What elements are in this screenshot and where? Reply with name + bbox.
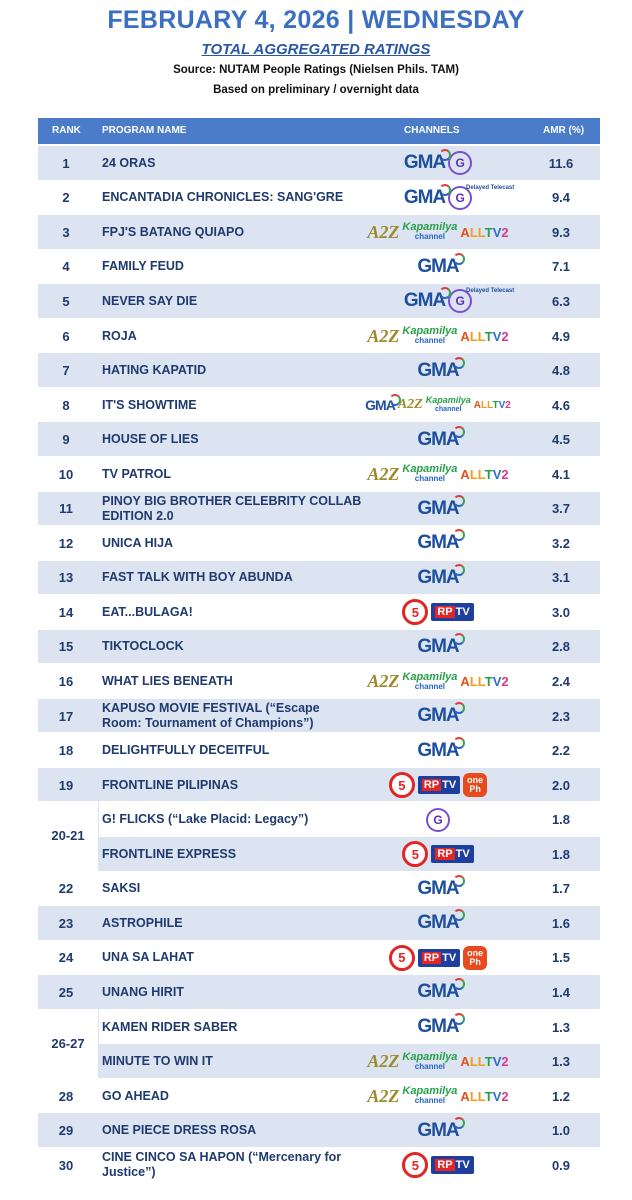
channels-cell (348, 906, 528, 941)
channels-cell (348, 664, 528, 699)
rank-cell: 15 (58, 639, 74, 655)
rptv-logo-icon (418, 776, 460, 794)
gtv-logo-icon: G (448, 289, 472, 313)
alltv2-letter: V (492, 466, 502, 482)
program-name-cell: MINUTE TO WIN IT (102, 1054, 213, 1069)
kapamilya-logo-text: Kapamilya (402, 221, 458, 234)
gma-logo-icon: GMA (417, 1119, 459, 1141)
channels-cell (348, 1044, 528, 1079)
program-name-cell: ASTROPHILE (102, 915, 183, 930)
program-name-cell: PINOY BIG BROTHER CELEBRITY COLLAB EDITION 2.0 (102, 493, 362, 523)
alltv2-letter: V (492, 674, 502, 689)
rank-cell: 23 (58, 915, 74, 931)
table-row (38, 214, 600, 250)
column-header-amr: AMR (%) (543, 125, 585, 136)
one-ph-logo-icon (463, 946, 487, 970)
channels-cell (348, 353, 528, 388)
rank-cell: 16 (58, 674, 74, 689)
alltv2-logo-icon (460, 1089, 508, 1104)
program-name-cell: EAT...BULAGA! (102, 604, 193, 619)
program-name-cell: KAPUSO MOVIE FESTIVAL (“Escape Room: Tournament of Champions”) (102, 701, 320, 731)
channels-cell (348, 492, 528, 527)
amr-cell: 1.4 (551, 984, 571, 1000)
rank-cell: 13 (58, 570, 74, 586)
table-row (38, 525, 600, 561)
alltv2-letter: L (469, 1088, 478, 1104)
rptv-tv-text: TV (455, 606, 470, 619)
alltv2-letter: 2 (501, 328, 509, 344)
amr-cell: 2.3 (551, 708, 571, 724)
gma-logo-icon: GMA (417, 635, 459, 657)
amr-cell: 4.9 (551, 328, 571, 344)
channel-logo-text: channel (414, 232, 446, 242)
channels-cell (348, 561, 528, 596)
table-row (38, 560, 600, 596)
gma-logo-icon: GMA (417, 566, 459, 588)
rank-cell: 3 (62, 224, 70, 240)
rank-cell: 25 (58, 984, 74, 1000)
alltv2-letter: L (477, 328, 485, 344)
amr-cell: 1.6 (551, 915, 571, 931)
tv5-logo-icon: 5 (402, 599, 428, 625)
merged-rank-cell: 20-21 (38, 801, 99, 870)
program-name-cell: DELIGHTFULLY DECEITFUL (102, 743, 270, 758)
rank-cell: 1 (62, 155, 70, 171)
program-name-cell: HATING KAPATID (102, 363, 207, 378)
alltv2-letter: V (492, 1088, 502, 1104)
program-name-cell: CINE CINCO SA HAPON (“Mercenary for Justice”) (102, 1150, 342, 1180)
alltv2-letter: L (477, 1088, 485, 1104)
amr-cell: 1.0 (551, 1123, 571, 1139)
program-name-cell: WHAT LIES BENEATH (102, 674, 233, 688)
program-name-cell: FRONTLINE PILIPINAS (102, 777, 239, 792)
program-name-cell: KAMEN RIDER SABER (102, 1019, 238, 1034)
rank-cell: 22 (58, 881, 74, 897)
program-name-cell: FAST TALK WITH BOY ABUNDA (102, 570, 293, 585)
report-source: Source: NUTAM People Ratings (Nielsen Phils. TAM) (173, 64, 459, 76)
gma-logo-icon: GMA (417, 359, 459, 381)
a2z-logo-icon: A2Z (367, 221, 400, 242)
rank-cell: 18 (58, 743, 74, 759)
amr-cell: 2.8 (551, 639, 571, 655)
table-row (38, 1112, 600, 1148)
rptv-rp-text: RP (437, 1159, 453, 1172)
table-row (38, 905, 600, 941)
rptv-tv-text: TV (442, 779, 457, 792)
gma-logo-icon: GMA (417, 428, 459, 450)
tv5-logo-icon: 5 (389, 772, 415, 798)
alltv2-letter: L (469, 328, 478, 344)
channels-cell (348, 595, 528, 630)
alltv2-letter: 2 (501, 466, 509, 482)
kapamilya-channel-logo-icon (402, 670, 458, 691)
alltv2-letter: A (460, 674, 470, 689)
rptv-rp-text: RP (437, 606, 453, 619)
alltv2-letter: A (460, 1088, 470, 1104)
amr-cell: 2.2 (551, 743, 571, 759)
channels-cell (348, 250, 528, 285)
table-row (38, 594, 600, 630)
a2z-logo-icon: A2Z (367, 1051, 400, 1072)
alltv2-letter: T (484, 1088, 493, 1104)
alltv2-letter: V (498, 399, 506, 411)
channels-cell (348, 1148, 528, 1183)
alltv2-letter: A (473, 399, 481, 411)
rptv-logo-icon (431, 845, 473, 863)
program-name-cell: TV PATROL (102, 466, 171, 481)
program-name-cell: SAKSI (102, 881, 141, 896)
report-date: FEBRUARY 4, 2026 | WEDNESDAY (107, 6, 525, 34)
gtv-logo-icon: G (448, 186, 472, 210)
a2z-logo-icon: A2Z (367, 1085, 400, 1106)
amr-cell: 6.3 (551, 293, 571, 309)
channels-cell (348, 768, 528, 803)
alltv2-letter: L (469, 1054, 478, 1070)
channels-cell (348, 526, 528, 561)
channels-cell (348, 284, 528, 319)
program-name-cell: 24 ORAS (102, 155, 156, 170)
alltv2-letter: T (484, 674, 493, 689)
kapamilya-channel-logo-icon (402, 1087, 457, 1105)
amr-cell: 4.1 (551, 466, 571, 482)
amr-cell: 2.4 (551, 674, 571, 689)
table-row (38, 801, 600, 837)
gma-logo-icon: GMA (417, 739, 459, 761)
amr-cell: 1.8 (551, 846, 571, 862)
table-row (38, 940, 600, 976)
table-row (38, 698, 600, 734)
table-row (38, 456, 600, 492)
alltv2-letter: V (492, 328, 502, 344)
gma-logo-icon: GMA (417, 912, 459, 934)
rank-cell: 7 (62, 363, 70, 379)
rank-cell: 30 (58, 1157, 74, 1173)
program-name-cell: FRONTLINE EXPRESS (102, 846, 237, 861)
amr-cell: 2.0 (551, 777, 571, 793)
rptv-tv-text: TV (455, 1159, 470, 1172)
amr-cell: 7.1 (551, 259, 571, 275)
channels-cell (348, 941, 528, 976)
alltv2-letter: L (477, 224, 485, 240)
alltv2-letter: L (469, 224, 478, 240)
alltv2-letter: L (477, 466, 485, 482)
gma-logo-icon: GMA (403, 290, 446, 312)
rank-cell: 2 (62, 190, 70, 206)
report-note: Based on preliminary / overnight data (213, 84, 419, 96)
channels-cell (348, 872, 528, 907)
alltv2-letter: L (481, 399, 488, 411)
rank-cell: 5 (62, 293, 70, 309)
kapamilya-logo-text: Kapamilya (425, 395, 471, 406)
channel-logo-text: channel (435, 406, 462, 414)
channel-logo-text: channel (414, 474, 446, 484)
amr-cell: 1.3 (551, 1019, 571, 1035)
program-name-cell: ENCANTADIA CHRONICLES: SANG'GRE (102, 190, 344, 205)
rank-cell: 11 (59, 501, 73, 517)
channels-cell (348, 457, 528, 492)
gma-logo-icon: GMA (365, 397, 395, 414)
amr-cell: 1.8 (551, 812, 571, 828)
alltv2-letter: 2 (501, 674, 509, 689)
channels-cell (348, 319, 528, 354)
alltv2-letter: L (477, 674, 485, 689)
channels-cell (348, 802, 528, 837)
channels-cell (348, 388, 528, 423)
channel-logo-text: channel (414, 1096, 446, 1106)
gma-logo-icon: GMA (403, 152, 446, 174)
alltv2-letter: 2 (501, 1088, 509, 1104)
alltv2-logo-icon (460, 1054, 508, 1069)
alltv2-letter: L (469, 466, 478, 482)
table-row (38, 180, 600, 216)
a2z-logo-icon: A2Z (367, 463, 400, 484)
alltv2-letter: T (492, 399, 499, 411)
rptv-tv-text: TV (442, 951, 457, 964)
channels-cell (348, 837, 528, 872)
rptv-logo-icon (431, 1156, 473, 1174)
alltv2-letter: L (469, 674, 478, 689)
alltv2-letter: A (460, 328, 470, 344)
channels-cell (348, 422, 528, 457)
table-row (38, 318, 600, 354)
tv5-logo-icon: 5 (402, 1152, 428, 1178)
kapamilya-logo-text: Kapamilya (402, 463, 458, 476)
kapamilya-logo-text: Kapamilya (402, 670, 458, 683)
channels-cell (348, 975, 528, 1010)
program-name-cell: ONE PIECE DRESS ROSA (102, 1123, 257, 1138)
program-name-cell: TIKTOCLOCK (102, 639, 184, 654)
tv5-logo-icon: 5 (389, 945, 415, 971)
kapamilya-channel-logo-icon (426, 396, 471, 414)
kapamilya-logo-text: Kapamilya (402, 1085, 458, 1098)
a2z-logo-icon: A2Z (367, 671, 400, 691)
one-ph-logo-icon (463, 773, 487, 797)
one-ph-one-text: one (467, 947, 484, 958)
one-ph-one-text: one (467, 775, 484, 786)
rank-cell: 9 (62, 432, 70, 448)
alltv2-letter: T (484, 1054, 493, 1070)
rank-cell: 4 (62, 259, 70, 275)
table-row (38, 249, 600, 285)
table-row (38, 767, 600, 803)
channels-cell (348, 630, 528, 665)
kapamilya-channel-logo-icon (402, 465, 457, 483)
amr-cell: 3.0 (551, 604, 571, 620)
table-row (38, 1078, 600, 1114)
table-row (38, 629, 600, 665)
gma-logo-icon: GMA (417, 1016, 459, 1037)
one-ph-ph-text: Ph (469, 784, 481, 795)
kapamilya-logo-text: Kapamilya (402, 325, 458, 337)
table-header (38, 118, 600, 144)
channels-cell (348, 181, 528, 216)
table-row (38, 871, 600, 907)
table-row (38, 283, 600, 319)
a2z-logo-icon: A2Z (397, 397, 423, 413)
rank-cell: 6 (62, 328, 70, 344)
alltv2-letter: L (477, 1054, 485, 1070)
alltv2-letter: 2 (505, 399, 511, 411)
kapamilya-channel-logo-icon (402, 1050, 458, 1071)
alltv2-letter: V (492, 1054, 502, 1070)
channel-logo-text: channel (414, 336, 446, 345)
program-name-cell: G! FLICKS (“Lake Placid: Legacy”) (102, 812, 309, 827)
gma-logo-icon: GMA (417, 532, 459, 554)
table-row (38, 491, 600, 527)
kapamilya-logo-text: Kapamilya (402, 1050, 458, 1063)
channels-cell (348, 215, 528, 250)
amr-cell: 1.7 (551, 881, 571, 897)
amr-cell: 0.9 (551, 1157, 571, 1173)
delayed-telecast-label: Delayed Telecast (466, 184, 515, 191)
channel-logo-text: channel (414, 681, 446, 691)
rank-cell: 17 (58, 708, 74, 724)
channels-cell (348, 146, 528, 181)
alltv2-letter: L (487, 399, 493, 411)
alltv2-logo-icon (460, 674, 508, 689)
program-name-cell: UNA SA LAHAT (102, 950, 194, 965)
amr-cell: 3.2 (551, 535, 571, 551)
table-row (38, 1043, 600, 1079)
one-ph-ph-text: Ph (469, 956, 481, 967)
channels-cell (348, 1010, 528, 1045)
amr-cell: 9.3 (551, 224, 571, 240)
rank-cell: 28 (58, 1088, 74, 1104)
channels-cell (348, 1079, 528, 1114)
alltv2-logo-icon (460, 225, 508, 240)
table-row (38, 145, 600, 181)
table-row (38, 421, 600, 457)
rank-cell: 14 (58, 604, 74, 620)
program-name-cell: ROJA (102, 328, 137, 343)
alltv2-letter: 2 (501, 224, 509, 240)
rptv-rp-text: RP (437, 848, 453, 861)
alltv2-logo-icon (460, 329, 508, 344)
alltv2-logo-icon (474, 400, 511, 411)
gma-logo-icon: GMA (417, 497, 459, 519)
rank-cell: 12 (58, 535, 74, 551)
program-name-cell: NEVER SAY DIE (102, 293, 198, 308)
rptv-logo-icon (418, 949, 460, 967)
program-name-cell: HOUSE OF LIES (102, 432, 199, 447)
alltv2-letter: A (460, 1054, 470, 1070)
alltv2-letter: A (460, 466, 470, 482)
program-name-cell: UNANG HIRIT (102, 984, 184, 999)
column-header-program: PROGRAM NAME (102, 125, 187, 136)
alltv2-letter: T (484, 328, 493, 344)
amr-cell: 1.5 (551, 950, 571, 966)
channels-cell (348, 699, 528, 734)
alltv2-logo-icon (460, 467, 508, 482)
table-row (38, 663, 600, 699)
program-name-cell: IT'S SHOWTIME (102, 397, 197, 412)
gma-logo-icon: GMA (403, 186, 446, 208)
amr-cell: 4.6 (551, 397, 571, 413)
kapamilya-channel-logo-icon (402, 327, 457, 345)
table-row (38, 1147, 600, 1183)
amr-cell: 4.8 (551, 363, 571, 379)
tv5-logo-icon: 5 (402, 841, 428, 867)
alltv2-letter: T (484, 224, 493, 240)
table-row (38, 387, 600, 423)
channel-logo-text: channel (414, 1061, 446, 1071)
channels-cell (348, 733, 528, 768)
program-name-cell: FPJ'S BATANG QUIAPO (102, 224, 245, 239)
column-header-channels: CHANNELS (404, 125, 460, 136)
table-row (38, 352, 600, 388)
merged-rank-cell: 26-27 (38, 1009, 99, 1078)
amr-cell: 9.4 (551, 190, 571, 206)
program-name-cell: UNICA HIJA (102, 535, 174, 550)
column-header-rank: RANK (52, 125, 81, 136)
rank-cell: 24 (58, 950, 74, 966)
program-name-cell: GO AHEAD (102, 1088, 169, 1103)
table-row (38, 732, 600, 768)
gtv-logo-icon: G (448, 151, 472, 175)
amr-cell: 3.1 (551, 570, 571, 586)
alltv2-letter: T (484, 466, 493, 482)
alltv2-letter: 2 (501, 1054, 509, 1070)
amr-cell: 1.3 (551, 1054, 571, 1070)
kapamilya-channel-logo-icon (402, 223, 457, 241)
rptv-rp-text: RP (423, 951, 440, 964)
program-name-cell: FAMILY FEUD (102, 259, 184, 274)
channels-cell (348, 1113, 528, 1148)
gma-logo-icon: GMA (417, 705, 459, 727)
gma-logo-icon: GMA (417, 981, 459, 1003)
rank-cell: 10 (58, 466, 74, 482)
amr-cell: 4.5 (551, 432, 571, 448)
amr-cell: 11.6 (548, 155, 574, 171)
rptv-logo-icon (431, 603, 473, 621)
table-row (38, 1009, 600, 1045)
alltv2-letter: A (460, 224, 470, 240)
alltv2-letter: V (492, 224, 502, 240)
report-title: TOTAL AGGREGATED RATINGS (201, 41, 431, 58)
rank-cell: 29 (58, 1123, 74, 1139)
gma-logo-icon: GMA (417, 255, 459, 277)
amr-cell: 3.7 (551, 501, 571, 517)
gma-logo-icon: GMA (417, 877, 459, 899)
rptv-tv-text: TV (455, 848, 470, 861)
table-row (38, 974, 600, 1010)
amr-cell: 1.2 (551, 1088, 571, 1104)
rptv-rp-text: RP (423, 779, 440, 792)
delayed-telecast-label: Delayed Telecast (466, 288, 515, 295)
rank-cell: 8 (62, 397, 70, 413)
table-row (38, 836, 600, 872)
rank-cell: 19 (58, 777, 74, 793)
gtv-logo-icon: G (426, 808, 450, 832)
a2z-logo-icon: A2Z (367, 325, 400, 346)
